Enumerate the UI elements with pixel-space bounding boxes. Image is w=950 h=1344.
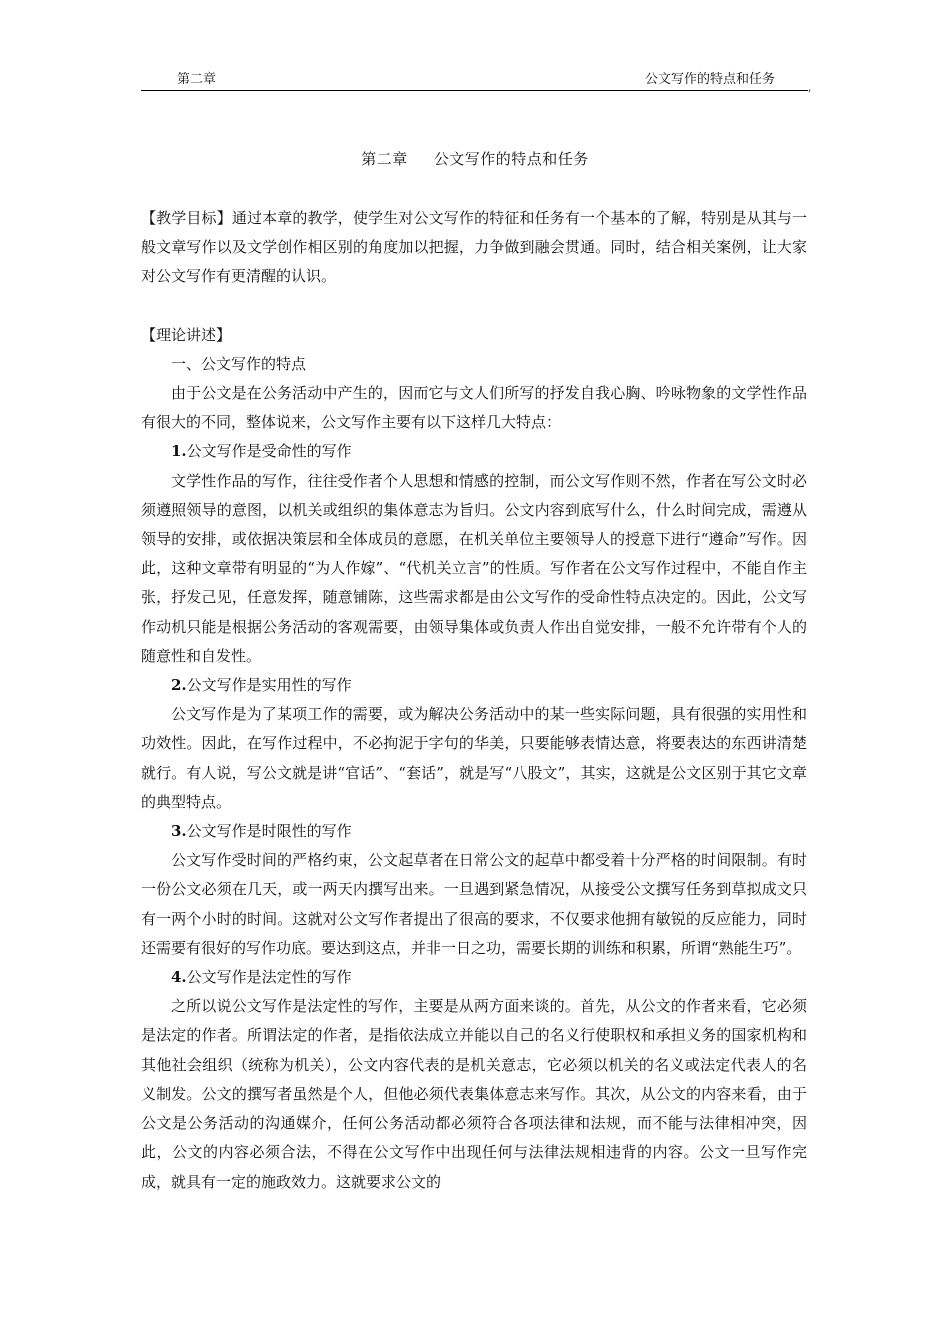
point-body: 公文写作是为了某项工作的需要，或为解决公务活动中的某一些实际问题，具有很强的实用性和功效性。因此，在写作过程中，不必拘泥于字句的华美，只要能够表情达意，将要表达的东西讲清楚就行。有人说，写公文就是讲“官话”、“套话”，就是写“八股文”，其实，这就是公文区别于其它文章的典型特点。 [141, 705, 807, 811]
point-title: 公文写作是受命性的写作 [186, 442, 352, 461]
header-divider [141, 90, 808, 91]
teaching-objective: 【教学目标】通过本章的教学，使学生对公文写作的特征和任务有一个基本的了解，特别是从其与一般文章写作以及文学创作相区别的角度加以把握，力争做到融会贯通。同时，结合相关案例，让大家对公文写作有更清醒的认识。 [141, 209, 807, 286]
point-title: 公文写作是时限性的写作 [186, 822, 352, 841]
running-header [141, 70, 805, 90]
point-number: 4. [171, 968, 187, 987]
theory-heading: 【理论讲述】 [141, 325, 232, 344]
body-text [141, 204, 807, 1197]
point-number: 2. [171, 676, 187, 695]
point-number: 1. [171, 442, 187, 461]
header-chapter-title: 公文写作的特点和任务 [644, 72, 775, 87]
intro-paragraph: 由于公文是在公务活动中产生的，因而它与文人们所写的抒发自我心胸、吟咏物象的文学性作品有很大的不同，整体说来，公文写作主要有以下这样几大特点： [141, 384, 807, 432]
chapter-number: 第二章 [361, 150, 408, 168]
header-mark: , [808, 81, 812, 94]
point-title: 公文写作是法定性的写作 [186, 968, 352, 987]
paragraph-gap [141, 292, 807, 321]
header-chapter: 第二章 [177, 72, 217, 87]
point-heading [141, 671, 807, 700]
point-body: 之所以说公文写作是法定性的写作，主要是从两方面来谈的。首先，从公文的作者来看，它必须是法定的作者。所谓法定的作者，是指依法成立并能以自己的名义行使职权和承担义务的国家机构和其他社会组织（统称为机关），公文内容代表的是机关意志，它必须以机关的名义或法定代表人的名义制发。公文的撰写者虽然是个人，但他必须代表集体意志来写作。其次，从公文的内容来看，由于公文是公务活动的沟通媒介，任何公务活动都必须符合各项法律和法规，而不能与法律相冲突，因此，公文的内容必须合法，不得在公文写作中出现任何与法律法规相违背的内容。公文一旦写作完成，就具有一定的施政效力。这就要求公文的 [141, 997, 807, 1191]
chapter-title [0, 148, 950, 170]
point-number: 3. [171, 822, 187, 841]
point-body: 公文写作受时间的严格约束，公文起草者在日常公文的起草中都受着十分严格的时间限制。有时一份公文必须在几天，或一两天内撰写出来。一旦遇到紧急情况，从接受公文撰写任务到草拟成文只有一两个小时的时间。这就对公文写作者提出了很高的要求，不仅要求他拥有敏锐的反应能力，同时还需要有很好的写作功底。要达到这点，并非一日之功，需要长期的训练和积累，所谓“熟能生巧”。 [141, 851, 807, 957]
point-heading [141, 963, 807, 992]
section-heading: 一、公文写作的特点 [171, 354, 307, 373]
chapter-name: 公文写作的特点和任务 [433, 150, 589, 168]
point-heading [141, 437, 807, 466]
point-body: 文学性作品的写作，往往受作者个人思想和情感的控制，而公文写作则不然，作者在写公文时必须遵照领导的意图，以机关或组织的集体意志为旨归。公文内容到底写什么，什么时间完成，需遵从领导的安排，或依据决策层和全体成员的意愿，在机关单位主要领导人的授意下进行“遵命”写作。因此，这种文章带有明显的“为人作嫁”、“代机关立言”的性质。写作者在公文写作过程中，不能自作主张，抒发己见，任意发挥，随意铺陈，这些需求都是由公文写作的受命性特点决定的。因此，公文写作动机只能是根据公务活动的客观需要，由领导集体或负责人作出自觉安排，一般不允许带有个人的随意性和自发性。 [141, 471, 807, 665]
point-title: 公文写作是实用性的写作 [186, 676, 352, 695]
point-heading [141, 817, 807, 846]
